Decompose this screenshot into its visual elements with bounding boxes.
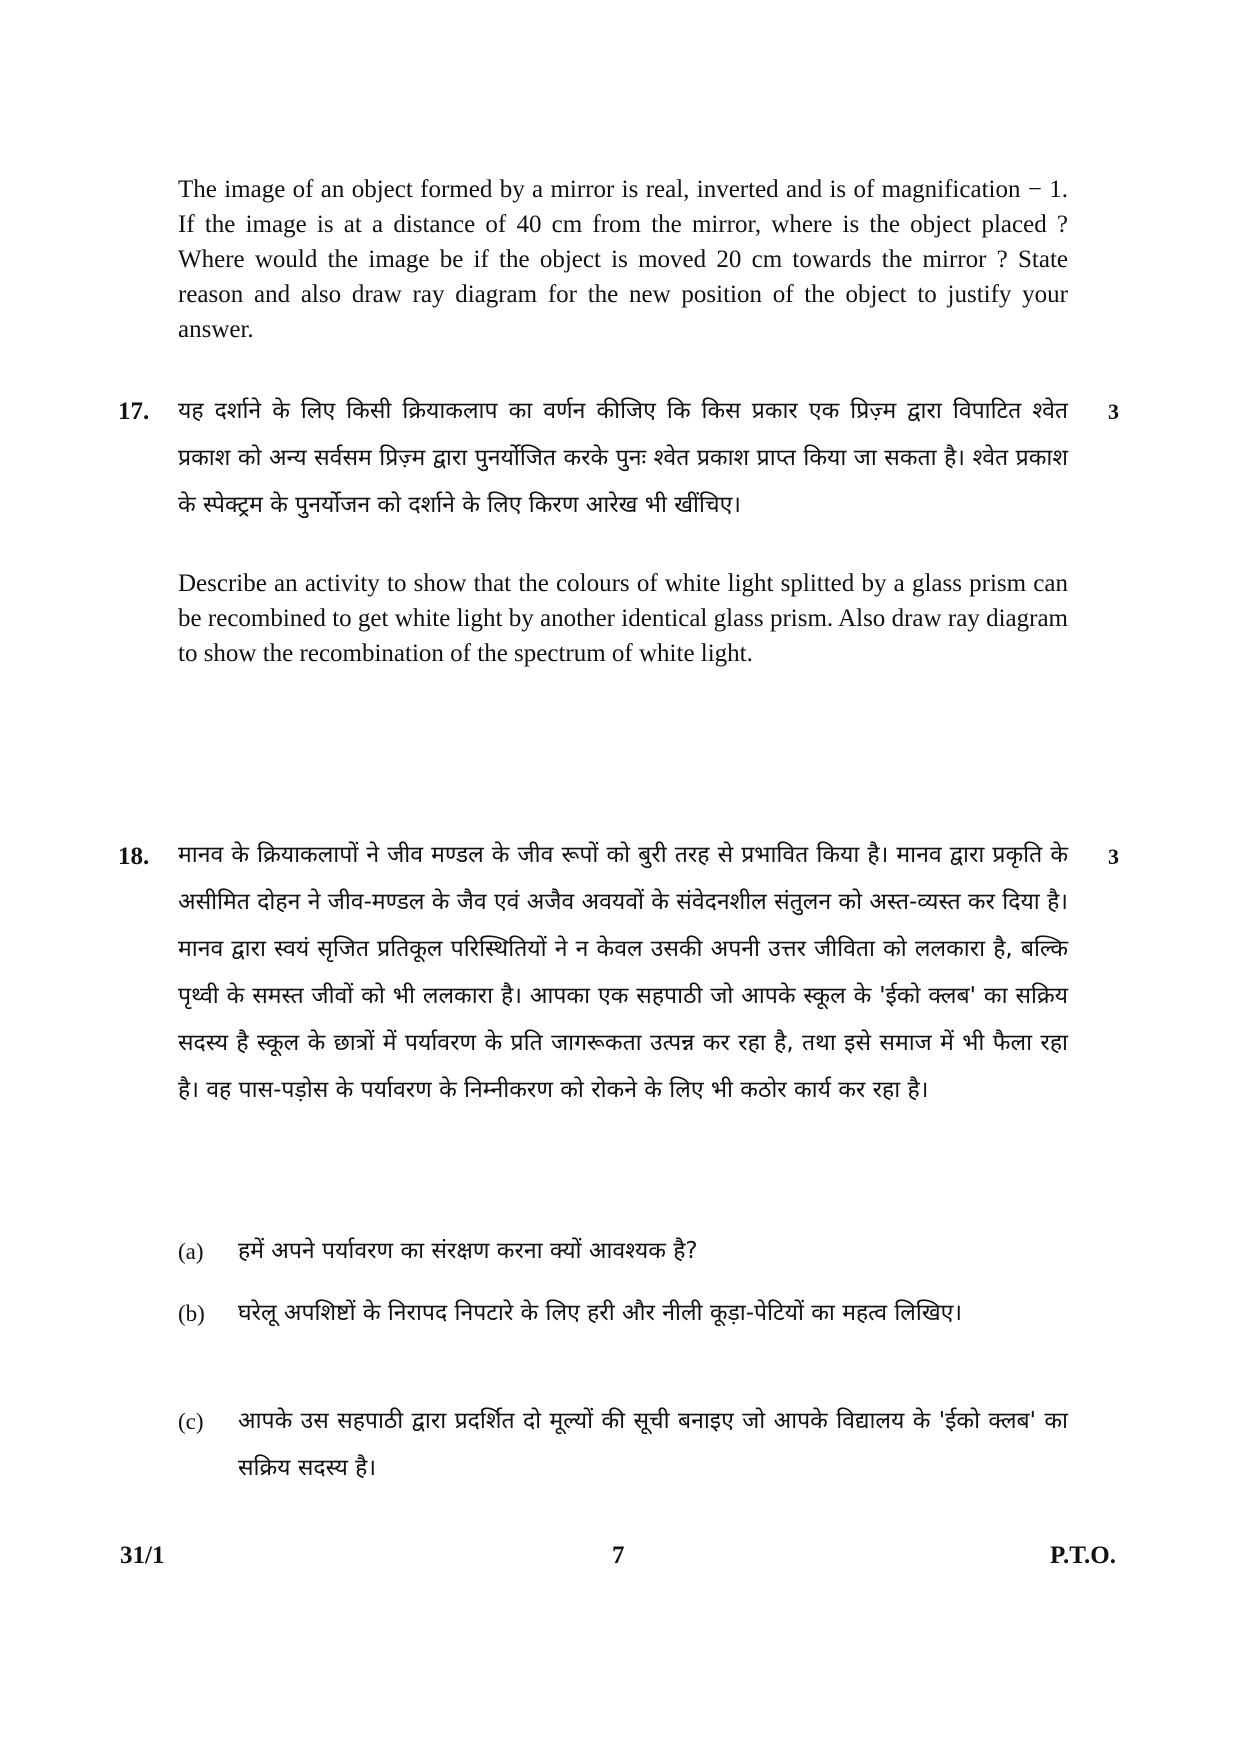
part-label-a: (a): [178, 1239, 204, 1264]
question-17: [178, 388, 1068, 529]
question-18-part-b: [178, 1290, 1068, 1337]
question-17-english: Describe an activity to show that the colours of white light splitted by a glass prism can be recombined to get white light by another identical glass prism. Also draw ray diagram to show the recombination of the spectrum of white light.: [178, 570, 1068, 667]
question-17-english-block: [178, 566, 1068, 671]
question-18-part-a: [178, 1228, 1068, 1275]
question-18-hindi: मानव के क्रियाकलापों ने जीव मण्डल के जीव रूपों को बुरी तरह से प्रभावित किया है। मानव द्वारा प्रकृति के असीमित दोहन ने जीव-मण्डल के जैव एवं अजैव अवयवों के संवेदनशील संतुलन को अस्त-व्यस्त कर दिया है। मानव द्वारा स्वयं सृजित प्रतिकूल परिस्थितियों ने न केवल उसकी अपनी उत्तर जीविता को ललकारा है, बल्कि पृथ्वी के समस्त जीवों को भी ललकारा है। आपका एक सहपाठी जो आपके स्कूल के 'ईको क्लब' का सक्रिय सदस्य है स्कूल के छात्रों में पर्यावरण के प्रति जागरूकता उत्पन्न कर रहा है, तथा इसे समाज में भी फैला रहा है। वह पास-पड़ोस के पर्यावरण के निम्नीकरण को रोकने के लिए भी कठोर कार्य कर रहा है।: [178, 842, 1068, 1103]
page-number: 7: [612, 1542, 625, 1569]
question-17-hindi: यह दर्शाने के लिए किसी क्रियाकलाप का वर्णन कीजिए कि किस प्रकार एक प्रिज़्म द्वारा विपाटित श्वेत प्रकाश को अन्य सर्वसम प्रिज़्म द्वारा पुनर्योजित करके पुनः श्वेत प्रकाश प्राप्त किया जा सकता है। श्वेत प्रकाश के स्पेक्ट्रम के पुनर्योजन को दर्शाने के लिए किरण आरेख भी खींचिए।: [178, 398, 1068, 518]
question-18-part-c: [178, 1398, 1068, 1492]
question-number-17: 17.: [118, 398, 150, 425]
please-turn-over: P.T.O.: [1050, 1542, 1116, 1569]
part-text-a: हमें अपने पर्यावरण का संरक्षण करना क्यों आवश्यक है?: [238, 1238, 698, 1264]
prev-question-english: The image of an object formed by a mirror is real, inverted and is of magnification − 1. If the image is at a distance of 40 cm from the mirror, where is the object placed ? Where would the image be if the object is moved 20 cm towards the mirror ? State reason and also draw ray diagram for the new position of the object to justify your answer.: [178, 176, 1068, 343]
part-label-b: (b): [178, 1301, 205, 1326]
prev-question: [178, 172, 1068, 347]
question-number-18: 18.: [118, 843, 150, 870]
question-18: [178, 832, 1068, 1114]
paper-code: 31/1: [120, 1542, 165, 1569]
question-18-marks: 3: [1108, 844, 1119, 869]
part-text-c: आपके उस सहपाठी द्वारा प्रदर्शित दो मूल्यों की सूची बनाइए जो आपके विद्यालय के 'ईको क्लब' का सक्रिय सदस्य है।: [238, 1408, 1068, 1481]
part-label-c: (c): [178, 1409, 204, 1434]
question-17-marks: 3: [1108, 399, 1119, 424]
part-text-b: घरेलू अपशिष्टों के निरापद निपटारे के लिए हरी और नीली कूड़ा-पेटियों का महत्व लिखिए।: [238, 1300, 963, 1326]
